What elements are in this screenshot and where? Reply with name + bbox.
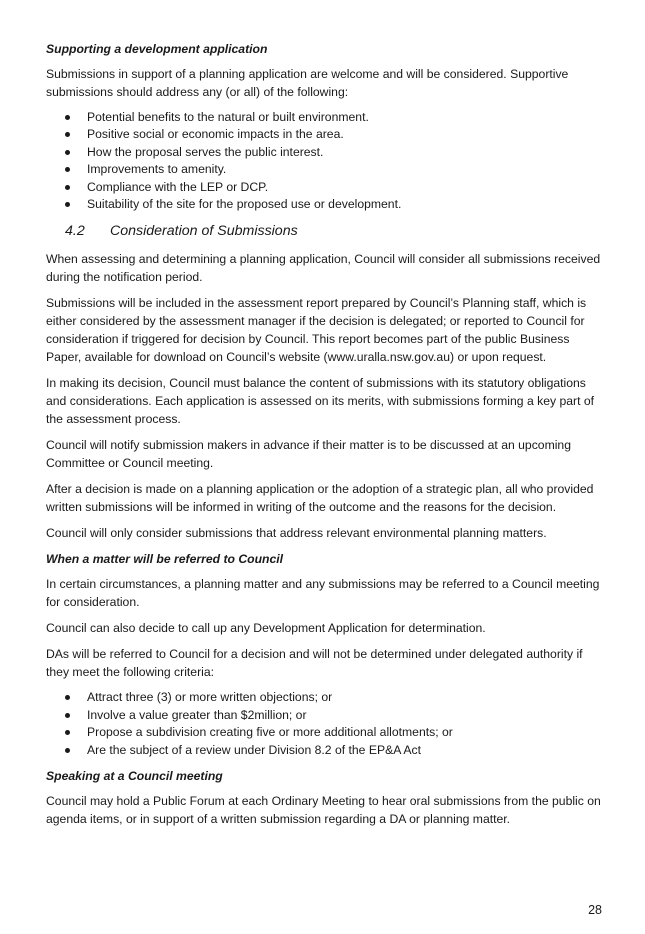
paragraph: After a decision is made on a planning application or the adoption of a strategic plan, all who provided written submissions will be informed in writing of the outcome and the reasons for the decision. bbox=[46, 482, 594, 515]
section-title: Consideration of Submissions bbox=[110, 223, 298, 240]
bullet-icon bbox=[65, 695, 70, 700]
bullet-icon bbox=[65, 185, 70, 190]
list-item: Compliance with the LEP or DCP. bbox=[46, 179, 606, 196]
bullet-icon bbox=[65, 730, 70, 735]
list-item: How the proposal serves the public interest. bbox=[46, 144, 606, 161]
bullet-icon bbox=[65, 202, 70, 207]
paragraph: Council can also decide to call up any Development Application for determination. bbox=[46, 621, 486, 636]
list-item: Are the subject of a review under Division 8.2 of the EP&A Act bbox=[46, 742, 606, 759]
bullet-icon bbox=[65, 713, 70, 718]
heading-supporting-application: Supporting a development application bbox=[46, 42, 268, 56]
list-item: Attract three (3) or more written objections; or bbox=[46, 689, 606, 706]
document-page bbox=[46, 40, 606, 836]
list-item: Positive social or economic impacts in the area. bbox=[46, 126, 606, 143]
bullet-icon bbox=[65, 132, 70, 137]
heading-referred-to-council: When a matter will be referred to Council bbox=[46, 552, 284, 567]
support-bullet-list bbox=[46, 109, 606, 213]
paragraph: DAs will be referred to Council for a decision and will not be determined under delegated authority if they meet the following criteria: bbox=[46, 647, 583, 680]
list-item: Potential benefits to the natural or built environment. bbox=[46, 109, 606, 126]
paragraph: When assessing and determining a planning application, Council will consider all submissions received during the notification period. bbox=[46, 252, 601, 285]
list-item: Improvements to amenity. bbox=[46, 161, 606, 178]
paragraph: Submissions will be included in the assessment report prepared by Council’s Planning staff, which is either considered by the assessment manager if the decision is delegated; or reported to Council for consideration if triggered for decision by Council. This report becomes part of the public Business Paper, available for download on Council’s website (www.uralla.nsw.gov.au) or upon request. bbox=[46, 296, 587, 365]
paragraph: Council may hold a Public Forum at each Ordinary Meeting to hear oral submissions from the public on agenda items, or in support of a written submission regarding a DA or planning matter. bbox=[46, 794, 601, 827]
paragraph: Council will only consider submissions that address relevant environmental planning matters. bbox=[46, 526, 547, 541]
paragraph: In making its decision, Council must balance the content of submissions with its statutory obligations and considerations. Each application is assessed on its merits, with submissions forming a key part of the assessment process. bbox=[46, 376, 595, 427]
heading-speaking-at-meeting: Speaking at a Council meeting bbox=[46, 769, 223, 784]
section-heading-4-2 bbox=[65, 221, 606, 241]
bullet-icon bbox=[65, 115, 70, 120]
bullet-icon bbox=[65, 150, 70, 155]
section-number: 4.2 bbox=[65, 223, 85, 240]
list-item: Suitability of the site for the proposed use or development. bbox=[46, 196, 606, 213]
list-item: Involve a value greater than $2million; or bbox=[46, 707, 606, 724]
bullet-icon bbox=[65, 748, 70, 753]
referral-criteria-list bbox=[46, 689, 606, 759]
bullet-icon bbox=[65, 167, 70, 172]
paragraph-support-intro: Submissions in support of a planning application are welcome and will be considered. Supportive submissions should address any (or all) of the following: bbox=[46, 67, 569, 99]
page-number: 28 bbox=[588, 903, 602, 917]
paragraph: Council will notify submission makers in advance if their matter is to be discussed at an upcoming Committee or Council meeting. bbox=[46, 438, 571, 471]
list-item: Propose a subdivision creating five or more additional allotments; or bbox=[46, 724, 606, 741]
paragraph: In certain circumstances, a planning matter and any submissions may be referred to a Council meeting for consideration. bbox=[46, 577, 600, 610]
